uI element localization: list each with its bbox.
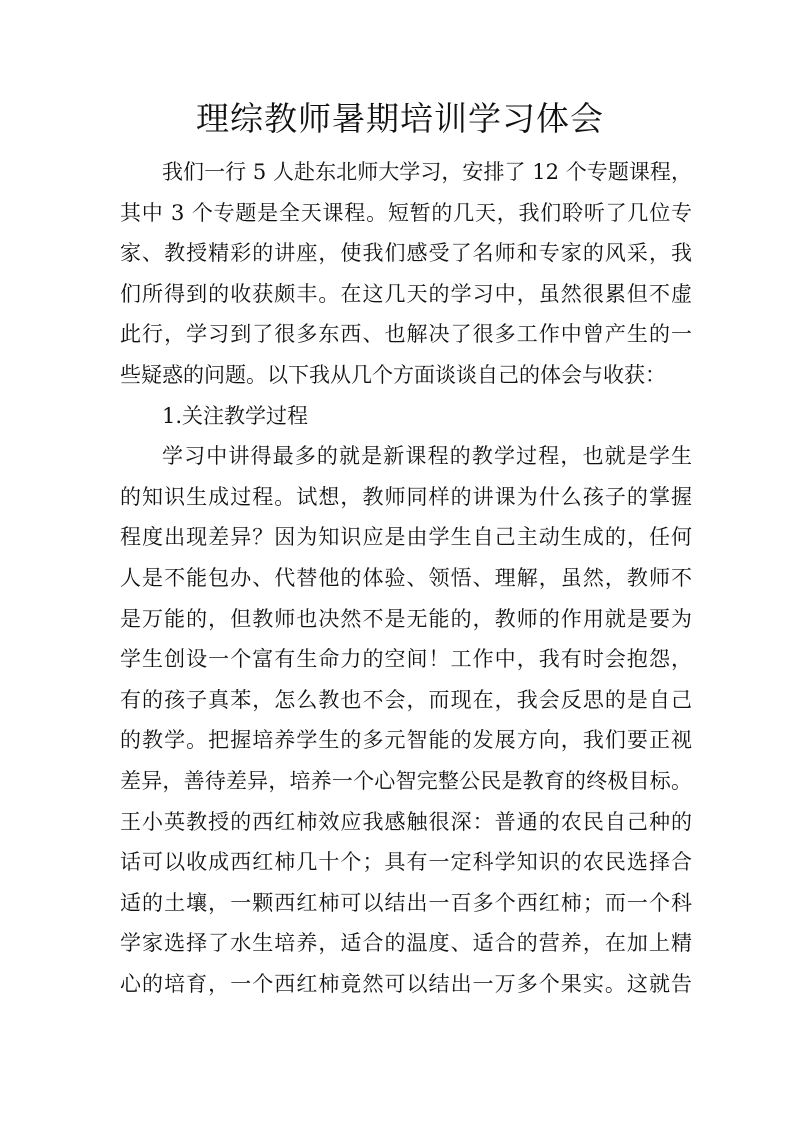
document-title: 理综教师暑期培训学习体会	[196, 99, 604, 138]
body-line: 人是不能包办、代替他的体验、领悟、理解，虽然，教师不	[120, 565, 692, 590]
body-line: 程度出现差异？因为知识应是由学生自己主动生成的，任何	[120, 525, 692, 550]
body-line: 心的培育，一个西红柿竟然可以结出一万多个果实。这就告	[120, 971, 692, 996]
body-line: 差异，善待差异，培养一个心智完整公民是教育的终极目标。	[120, 768, 692, 793]
body-line: 有的孩子真苯，怎么教也不会，而现在，我会反思的是自己	[120, 687, 692, 712]
body-line: 是万能的，但教师也决然不是无能的，教师的作用就是要为	[120, 606, 692, 631]
document-body	[120, 152, 692, 1004]
body-line: 学习中讲得最多的就是新课程的教学过程，也就是学生	[162, 444, 692, 469]
body-line: 些疑惑的问题。以下我从几个方面谈谈自己的体会与收获：	[120, 362, 666, 387]
body-line: 的知识生成过程。试想，教师同样的讲课为什么孩子的掌握	[120, 484, 692, 509]
body-line: 学生创设一个富有生命力的空间！工作中，我有时会抱怨，	[120, 647, 692, 672]
body-line: 其中 3 个专题是全天课程。短暂的几天，我们聆听了几位专	[120, 200, 692, 225]
body-line: 学家选择了水生培养，适合的温度、适合的营养，在加上精	[120, 931, 692, 956]
body-line: 王小英教授的西红柿效应我感触很深：普通的农民自己种的	[120, 809, 692, 834]
body-line: 我们一行 5 人赴东北师大学习，安排了 12 个专题课程，	[162, 160, 692, 184]
body-line: 此行，学习到了很多东西、也解决了很多工作中曾产生的一	[120, 322, 692, 347]
body-line: 1.关注教学过程	[162, 403, 309, 428]
body-line: 话可以收成西红柿几十个；具有一定科学知识的农民选择合	[120, 850, 692, 875]
body-line: 们所得到的收获颇丰。在这几天的学习中，虽然很累但不虚	[120, 281, 692, 306]
body-line: 的教学。把握培养学生的多元智能的发展方向，我们要正视	[120, 728, 692, 753]
body-line: 适的土壤，一颗西红柿可以结出一百多个西红柿；而一个科	[120, 890, 692, 915]
body-line: 家、教授精彩的讲座，使我们感受了名师和专家的风采，我	[120, 241, 692, 266]
